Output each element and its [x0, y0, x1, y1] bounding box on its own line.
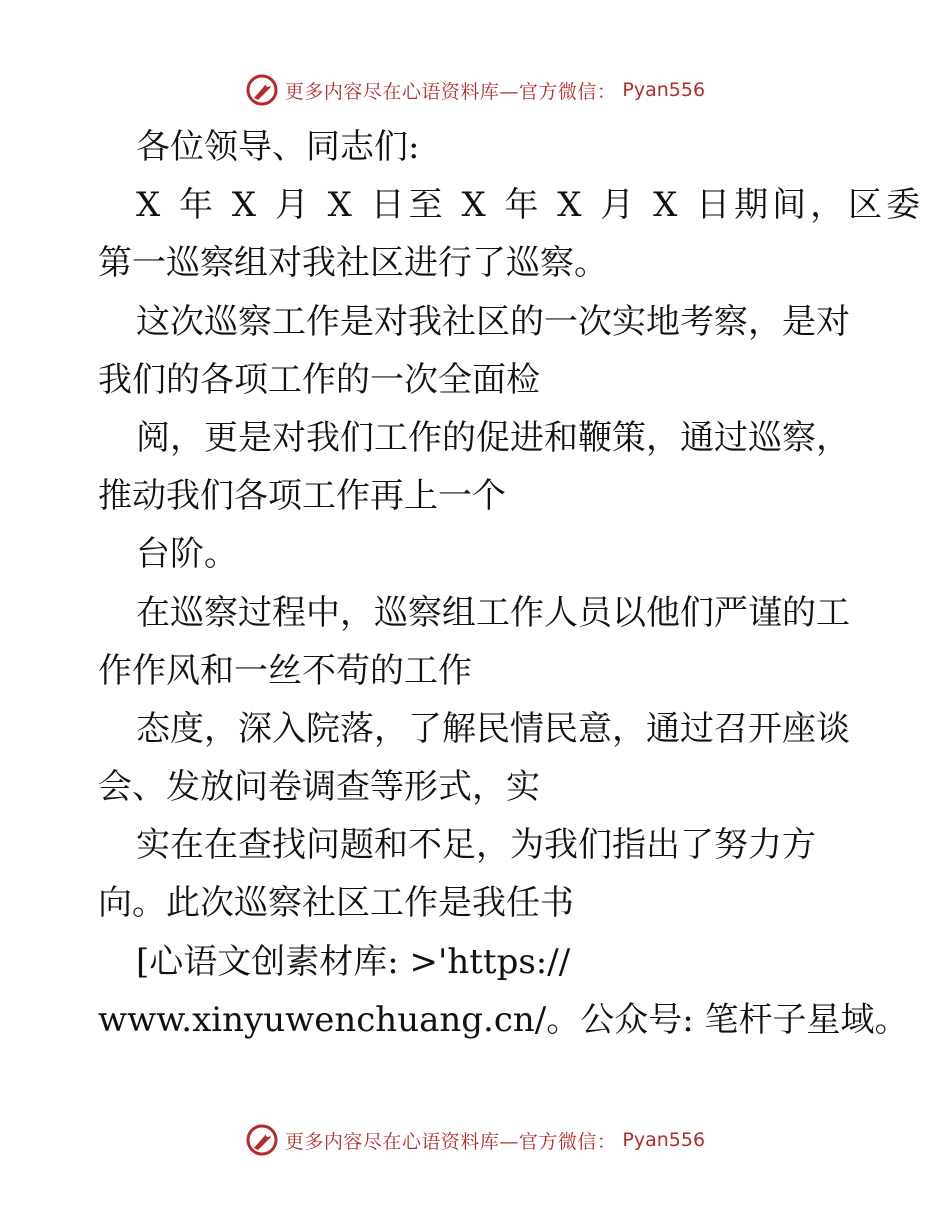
text-line: www.xinyuwenchuang.cn/。公众号: 笔杆子星域。: [98, 999, 909, 1040]
text-line: 实在在查找问题和不足，为我们指出了努力方: [136, 825, 816, 866]
text-line: 在巡察过程中，巡察组工作人员以他们严谨的工: [136, 592, 850, 633]
text-line: 态度，深入院落，了解民情民意，通过召开座谈: [136, 708, 850, 749]
wechat-id: Pyan556: [622, 1129, 706, 1151]
watermark-text: 更多内容尽在心语资料库—官方微信：: [284, 1130, 617, 1153]
footer-watermark-banner: [0, 1120, 950, 1160]
text-line: 推动我们各项工作再上一个: [98, 476, 506, 517]
text-line: 这次巡察工作是对我社区的一次实地考察，是对: [136, 301, 850, 342]
text-line: 作作风和一丝不苟的工作: [98, 650, 472, 691]
text-line: 会、发放问卷调查等形式，实: [98, 767, 540, 808]
document-body: [98, 118, 925, 1049]
text-line: 阅，更是对我们工作的促进和鞭策，通过巡察，: [136, 417, 850, 458]
text-line: 台阶。: [136, 534, 238, 575]
text-line: X 年 X 月 X 日至 X 年 X 月 X 日期间，区委: [136, 185, 925, 226]
text-line: 第一巡察组对我社区进行了巡察。: [98, 243, 608, 284]
header-watermark-banner: [0, 70, 950, 110]
text-line: [心语文创素材库: >'https://: [136, 941, 571, 982]
text-line: 向。此次巡察社区工作是我任书: [98, 883, 574, 924]
text-line: 我们的各项工作的一次全面检: [98, 359, 540, 400]
pen-nib-logo-icon: [245, 73, 279, 107]
text-line: 各位领导、同志们:: [136, 127, 420, 167]
watermark-text: 更多内容尽在心语资料库—官方微信：: [284, 80, 617, 103]
pen-nib-logo-icon: [245, 1123, 279, 1157]
wechat-id: Pyan556: [622, 79, 706, 101]
